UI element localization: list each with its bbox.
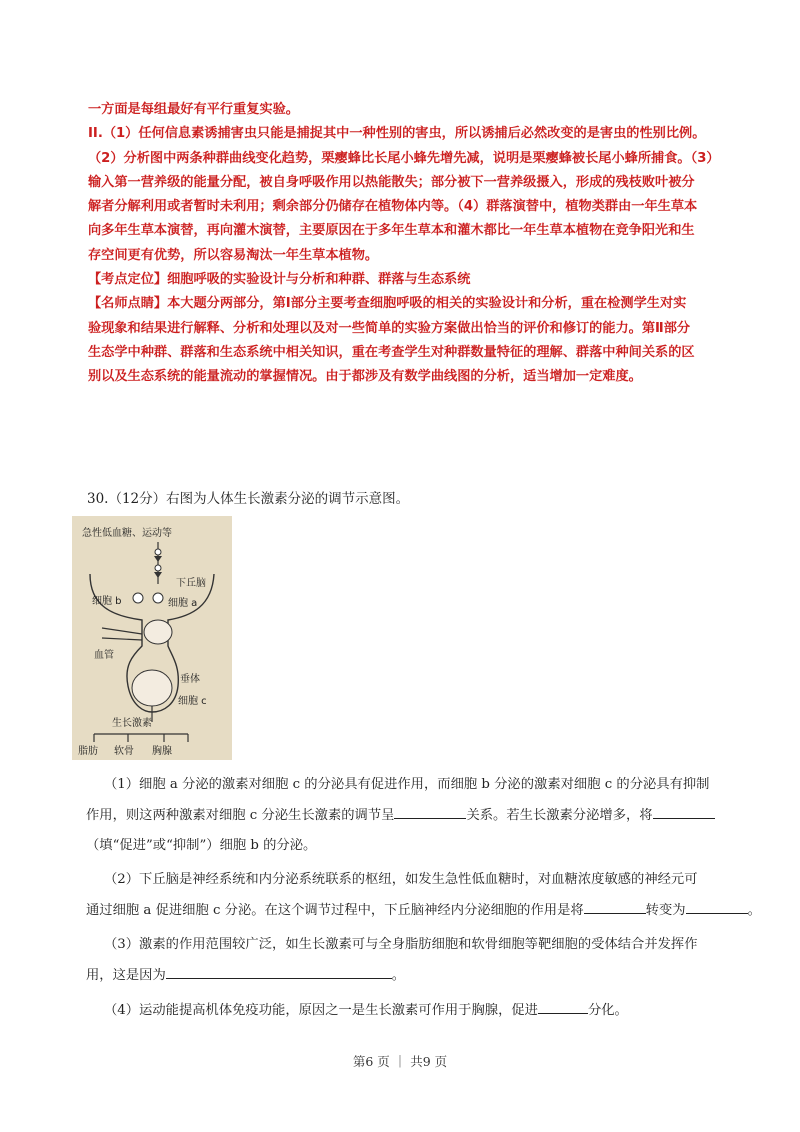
mingshi-text: 本大题分两部分，第Ⅰ部分主要考查细胞呼吸的相关的实验设计和分析，重在检测学生对实 xyxy=(167,296,687,312)
mingshi-line: 别以及生态系统的能量流动的掌握情况。由于都涉及有数学曲线图的分析，适当增加一定难度。 xyxy=(88,369,642,385)
fig-cell-a: 细胞 a xyxy=(168,598,198,609)
growth-hormone-diagram xyxy=(72,516,232,760)
fig-target-cartilage: 软骨 xyxy=(114,746,134,757)
answer-line: 存空间更有优势，所以容易淘汰一年生草本植物。 xyxy=(88,247,379,263)
fig-hormone: 生长激素 xyxy=(112,718,152,729)
answer-line: 向多年生草本演替，再向灌木演替，主要原因在于多年生草本和灌木都比一年生草本植物在竞争阳光和生 xyxy=(88,223,695,239)
answer-blank[interactable] xyxy=(166,963,392,979)
fig-pituitary: 垂体 xyxy=(180,674,200,685)
mingshi-line: 验现象和结果进行解释、分析和处理以及对一些简单的实验方案做出恰当的评价和修订的能力。第Ⅱ部分 xyxy=(88,320,691,336)
fig-target-fat: 脂肪 xyxy=(78,746,98,757)
q1-line-2: 作用，则这两种激素对细胞 c 分泌生长激素的调节呈 关系。若生长激素分泌增多，将 xyxy=(86,803,746,828)
q1-line-3: （填“促进”或“抑制”）细胞 b 的分泌。 xyxy=(86,838,317,853)
answer-block xyxy=(88,98,728,390)
fig-cell-b: 细胞 b xyxy=(92,596,122,607)
answer-blank[interactable] xyxy=(584,898,646,914)
answer-blank[interactable] xyxy=(686,898,748,914)
answer-line: 解者分解利用或者暂时未利用；剩余部分仍储存在植物体内等。（4）群落演替中，植物类群由一年生草本 xyxy=(88,199,698,215)
mingshi-line xyxy=(88,292,728,316)
answer-line: II.（1）任何信息素诱捕害虫只能是捕捉其中一种性别的害虫，所以诱捕后必然改变的是害虫的性别比例。 xyxy=(88,126,706,142)
answer-line: （2）分析图中两条种群曲线变化趋势，栗瘿蜂比长尾小蜂先增先减，说明是栗瘿蜂被长尾小蜂所捕食。（3） xyxy=(88,150,720,166)
answer-line: 一方面是每组最好有平行重复实验。 xyxy=(88,102,299,117)
q4-line: （4）运动能提高机体免疫功能，原因之一是生长激素可作用于胸腺，促进 分化。 xyxy=(86,998,746,1023)
q2-line-2: 通过细胞 a 促进细胞 c 分泌。在这个调节过程中，下丘脑神经内分泌细胞的作用是将 转变为 。 xyxy=(86,898,746,923)
neuron-icon xyxy=(155,565,161,571)
fig-top-label: 急性低血糖、运动等 xyxy=(82,528,172,539)
neuron-icon xyxy=(155,549,161,555)
cell-a-icon xyxy=(153,593,163,603)
q3-line-1: （3）激素的作用范围较广泛，如生长激素可与全身脂肪细胞和软骨细胞等靶细胞的受体结合并发挥作 xyxy=(104,937,698,952)
answer-line: 输入第一营养级的能量分配，被自身呼吸作用以热能散失；部分被下一营养级摄入，形成的残枝败叶被分 xyxy=(88,174,695,190)
fig-vessel: 血管 xyxy=(94,650,114,661)
pituitary-icon xyxy=(132,670,172,706)
kaodian-text: 细胞呼吸的实验设计与分析和种群、群落与生态系统 xyxy=(167,272,471,288)
fig-hypothalamus: 下丘脑 xyxy=(176,578,206,589)
kaodian-line xyxy=(88,268,728,292)
answer-blank[interactable] xyxy=(538,998,588,1014)
vessel-cluster xyxy=(144,620,172,644)
cell-b-icon xyxy=(133,593,143,603)
fig-cell-c: 细胞 c xyxy=(178,696,207,707)
q1-line-1: （1）细胞 a 分泌的激素对细胞 c 的分泌具有促进作用，而细胞 b 分泌的激素对细胞 c 的分泌具有抑制 xyxy=(104,777,710,792)
mingshi-line: 生态学中种群、群落和生态系统中相关知识，重在考查学生对种群数量特征的理解、群落中种间关系的区 xyxy=(88,344,695,360)
answer-blank[interactable] xyxy=(394,803,466,819)
page-footer: 第6 页 ｜ 共9 页 xyxy=(352,1054,448,1069)
question-title: 30.（12分）右图为人体生长激素分泌的调节示意图。 xyxy=(87,491,410,507)
answer-blank[interactable] xyxy=(653,803,715,819)
q3-line-2: 用，这是因为 。 xyxy=(86,963,746,988)
fig-target-thymus: 胸腺 xyxy=(152,746,172,757)
question-body xyxy=(86,773,761,1023)
mingshi-label: 【名师点睛】 xyxy=(88,296,168,312)
q2-line-1: （2）下丘脑是神经系统和内分泌系统联系的枢纽，如发生急性低血糖时，对血糖浓度敏感的神经元可 xyxy=(104,872,698,887)
kaodian-label: 【考点定位】 xyxy=(88,272,168,288)
